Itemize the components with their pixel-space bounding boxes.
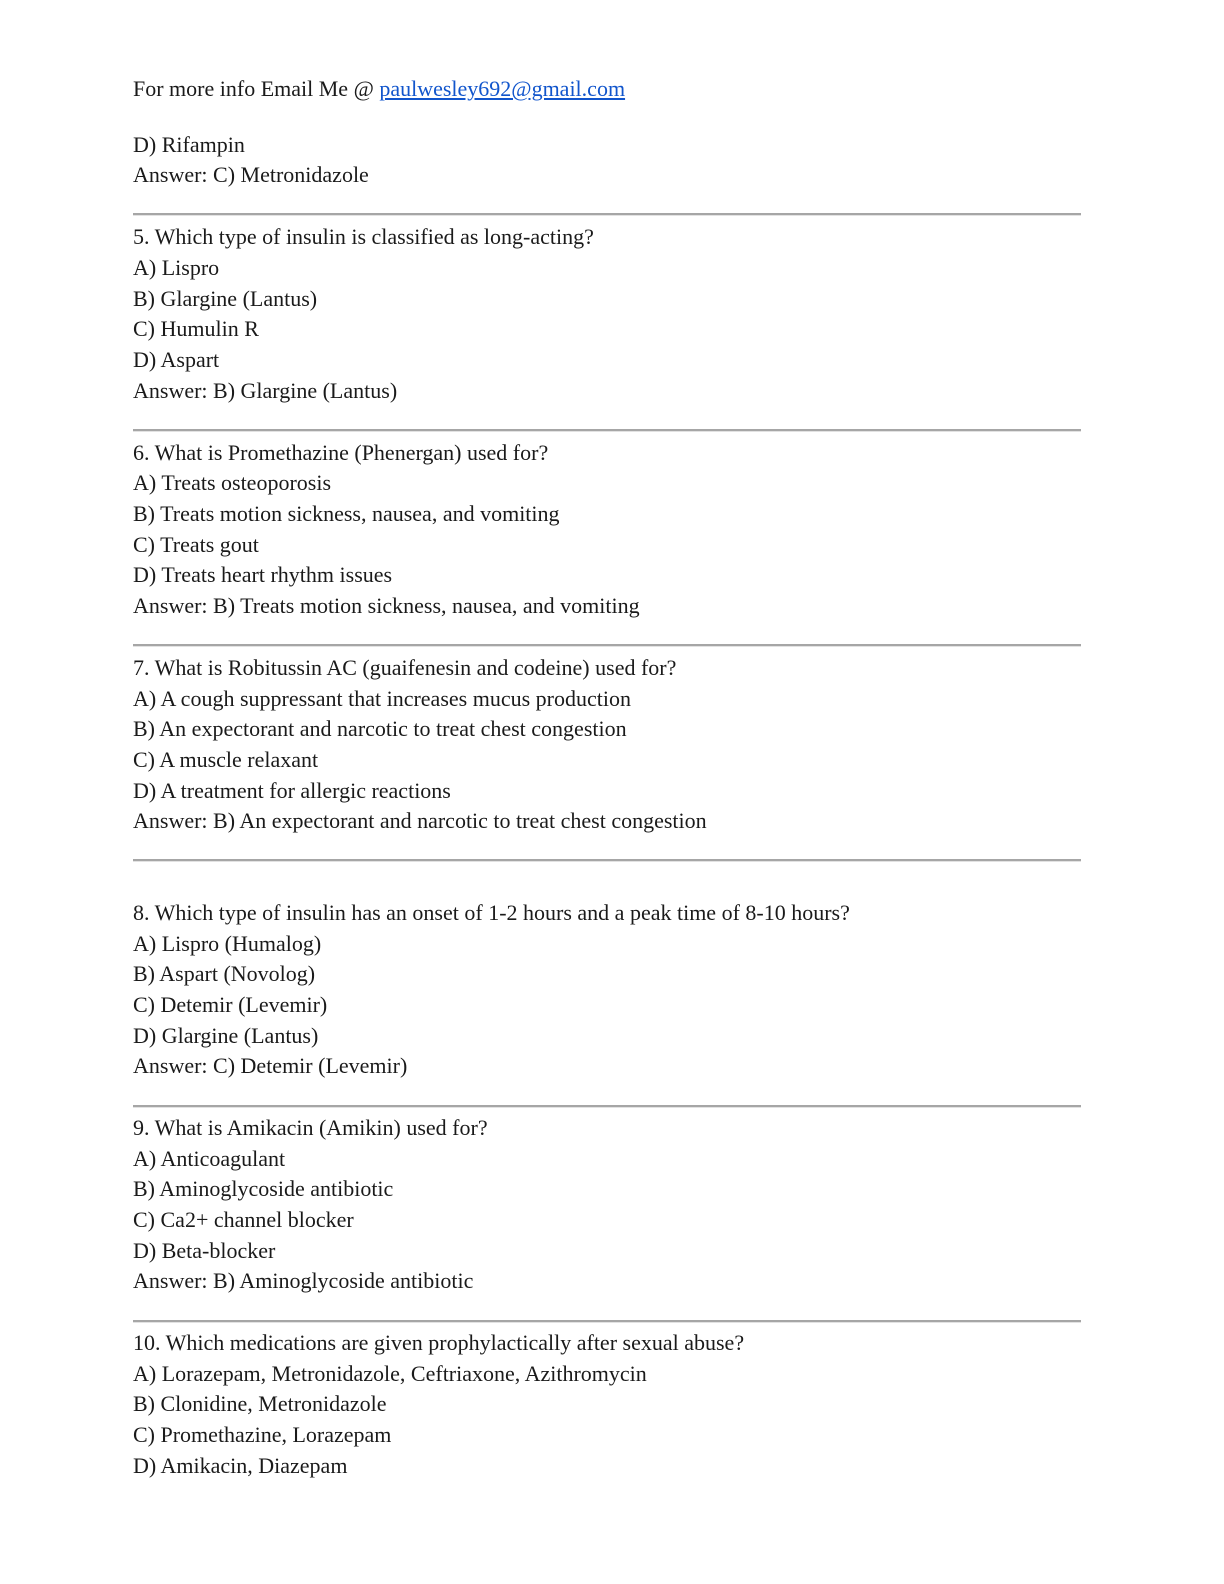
- carryover-option-d: D) Rifampin: [133, 132, 245, 157]
- question-7-option-c: C) A muscle relaxant: [133, 747, 319, 772]
- question-7-option-d: D) A treatment for allergic reactions: [133, 778, 451, 803]
- question-9-text: 9. What is Amikacin (Amikin) used for?: [133, 1115, 488, 1140]
- question-5-answer: Answer: B) Glargine (Lantus): [133, 378, 398, 403]
- question-6-option-a: A) Treats osteoporosis: [133, 470, 332, 495]
- question-10-text: 10. Which medications are given prophylactically after sexual abuse?: [133, 1330, 745, 1355]
- section-divider: [133, 429, 1081, 432]
- question-8-text: 8. Which type of insulin has an onset of 1-2 hours and a peak time of 8-10 hours?: [133, 900, 850, 925]
- section-divider: [133, 213, 1081, 216]
- email-link[interactable]: paulwesley692@gmail.com: [379, 76, 626, 101]
- question-7-option-a: A) A cough suppressant that increases mucus production: [133, 686, 631, 711]
- question-6-option-d: D) Treats heart rhythm issues: [133, 562, 393, 587]
- question-5-option-d: D) Aspart: [133, 347, 220, 372]
- header-prefix: For more info Email Me @: [133, 76, 380, 101]
- question-9-option-a: A) Anticoagulant: [133, 1146, 286, 1171]
- question-6-option-c: C) Treats gout: [133, 532, 259, 557]
- header-line: [133, 76, 625, 102]
- question-9-answer: Answer: B) Aminoglycoside antibiotic: [133, 1268, 474, 1293]
- question-7-text: 7. What is Robitussin AC (guaifenesin and codeine) used for?: [133, 655, 677, 680]
- question-10-option-b: B) Clonidine, Metronidazole: [133, 1391, 387, 1416]
- question-8-option-a: A) Lispro (Humalog): [133, 931, 322, 956]
- question-6-option-b: B) Treats motion sickness, nausea, and vomiting: [133, 501, 560, 526]
- question-8-option-b: B) Aspart (Novolog): [133, 961, 316, 986]
- question-9-option-c: C) Ca2+ channel blocker: [133, 1207, 354, 1232]
- section-divider: [133, 1105, 1081, 1108]
- section-divider: [133, 1320, 1081, 1323]
- question-10-option-c: C) Promethazine, Lorazepam: [133, 1422, 392, 1447]
- question-8-option-d: D) Glargine (Lantus): [133, 1023, 319, 1048]
- question-5-option-a: A) Lispro: [133, 255, 220, 280]
- question-7-option-b: B) An expectorant and narcotic to treat chest congestion: [133, 716, 627, 741]
- question-5-option-c: C) Humulin R: [133, 316, 259, 341]
- question-10-option-a: A) Lorazepam, Metronidazole, Ceftriaxone, Azithromycin: [133, 1361, 647, 1386]
- question-6-text: 6. What is Promethazine (Phenergan) used for?: [133, 440, 549, 465]
- question-5-option-b: B) Glargine (Lantus): [133, 286, 318, 311]
- question-8-option-c: C) Detemir (Levemir): [133, 992, 328, 1017]
- question-9-option-d: D) Beta-blocker: [133, 1238, 276, 1263]
- question-8-answer: Answer: C) Detemir (Levemir): [133, 1053, 408, 1078]
- question-6-answer: Answer: B) Treats motion sickness, nausea, and vomiting: [133, 593, 640, 618]
- question-5-text: 5. Which type of insulin is classified as long-acting?: [133, 224, 594, 249]
- carryover-answer: Answer: C) Metronidazole: [133, 162, 369, 187]
- section-divider: [133, 859, 1081, 862]
- question-10-option-d: D) Amikacin, Diazepam: [133, 1453, 348, 1478]
- section-divider: [133, 644, 1081, 647]
- question-9-option-b: B) Aminoglycoside antibiotic: [133, 1176, 394, 1201]
- question-7-answer: Answer: B) An expectorant and narcotic to treat chest congestion: [133, 808, 707, 833]
